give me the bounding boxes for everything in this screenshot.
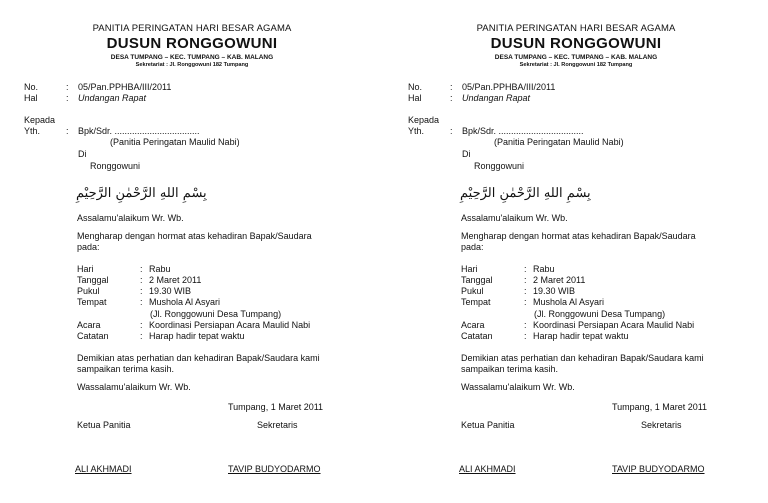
pukul-colon: : (524, 286, 527, 296)
kepada-label: Kepada (24, 115, 56, 125)
closing-line-2: sampaikan terima kasih. (461, 364, 559, 374)
no-label: No. (24, 82, 39, 92)
closing-line-1: Demikian atas perhatian dan kehadiran Bapak/Saudara kami (77, 353, 320, 363)
yth-colon: : (450, 126, 453, 136)
tanggal-colon: : (140, 275, 143, 285)
acara-colon: : (524, 320, 527, 330)
tanggal-label: Tanggal (77, 275, 109, 285)
letter-date: Tumpang, 1 Maret 2011 (612, 402, 708, 412)
no-colon: : (450, 82, 453, 92)
tanggal-label: Tanggal (461, 275, 493, 285)
acara-colon: : (140, 320, 143, 330)
recipient-role: (Panitia Peringatan Maulid Nabi) (110, 137, 240, 147)
acara-value: Koordinasi Persiapan Acara Maulid Nabi (533, 320, 695, 330)
greeting: Assalamu'alaikum Wr. Wb. (77, 213, 184, 223)
chair-title: Ketua Panitia (77, 420, 131, 430)
chair-title: Ketua Panitia (461, 420, 515, 430)
no-value: 05/Pan.PPHBA/III/2011 (78, 82, 172, 92)
yth-colon: : (66, 126, 69, 136)
acara-value: Koordinasi Persiapan Acara Maulid Nabi (149, 320, 311, 330)
no-colon: : (66, 82, 69, 92)
catatan-colon: : (140, 331, 143, 341)
di-label: Di (462, 149, 471, 159)
hal-colon: : (66, 93, 69, 103)
intro-line-2: pada: (461, 242, 484, 252)
acara-label: Acara (461, 320, 485, 330)
pukul-colon: : (140, 286, 143, 296)
hal-value: Undangan Rapat (462, 93, 531, 103)
hari-colon: : (140, 264, 143, 274)
letter-date: Tumpang, 1 Maret 2011 (228, 402, 324, 412)
tanggal-value: 2 Maret 2011 (533, 275, 586, 285)
recipient-place: Ronggowuni (474, 161, 525, 171)
tempat-colon: : (524, 297, 527, 307)
greeting: Assalamu'alaikum Wr. Wb. (461, 213, 568, 223)
hal-colon: : (450, 93, 453, 103)
no-label: No. (408, 82, 423, 92)
chair-name: ALI AKHMADI (75, 464, 132, 474)
yth-label: Yth. (24, 126, 41, 136)
catatan-label: Catatan (77, 331, 109, 341)
catatan-value: Harap hadir tepat waktu (149, 331, 245, 341)
tempat-colon: : (140, 297, 143, 307)
hari-label: Hari (77, 264, 94, 274)
hari-colon: : (524, 264, 527, 274)
closing-line-1: Demikian atas perhatian dan kehadiran Bapak/Saudara kami (461, 353, 704, 363)
intro-line-1: Mengharap dengan hormat atas kehadiran Bapak/Saudara (461, 231, 696, 241)
hari-value: Rabu (533, 264, 555, 274)
hal-value: Undangan Rapat (78, 93, 147, 103)
secretary-name: TAVIP BUDYODARMO (612, 464, 705, 474)
intro-line-1: Mengharap dengan hormat atas kehadiran Bapak/Saudara (77, 231, 312, 241)
acara-label: Acara (77, 320, 101, 330)
tempat-address: (Jl. Ronggowuni Desa Tumpang) (150, 309, 282, 319)
yth-label: Yth. (408, 126, 425, 136)
catatan-label: Catatan (461, 331, 493, 341)
farewell: Wassalamu'alaikum Wr. Wb. (77, 382, 191, 392)
pukul-label: Pukul (461, 286, 484, 296)
closing-line-2: sampaikan terima kasih. (77, 364, 175, 374)
intro-line-2: pada: (77, 242, 100, 252)
catatan-value: Harap hadir tepat waktu (533, 331, 629, 341)
tanggal-colon: : (524, 275, 527, 285)
secretary-title: Sekretaris (257, 420, 298, 430)
hal-label: Hal (24, 93, 38, 103)
catatan-colon: : (524, 331, 527, 341)
header-committee: PANITIA PERINGATAN HARI BESAR AGAMA (476, 23, 676, 34)
tempat-label: Tempat (77, 297, 107, 307)
hal-label: Hal (408, 93, 422, 103)
basmalah-calligraphy: بِسْمِ اللهِ الرَّحْمٰنِ الرَّحِيْمِ (76, 186, 207, 201)
tempat-address: (Jl. Ronggowuni Desa Tumpang) (534, 309, 666, 319)
tempat-label: Tempat (461, 297, 491, 307)
tempat-value: Mushola Al Asyari (149, 297, 221, 307)
basmalah-calligraphy: بِسْمِ اللهِ الرَّحْمٰنِ الرَّحِيْمِ (460, 186, 591, 201)
secretary-name: TAVIP BUDYODARMO (228, 464, 321, 474)
di-label: Di (78, 149, 87, 159)
pukul-value: 19.30 WIB (149, 286, 192, 296)
header-village: DUSUN RONGGOWUNI (106, 35, 278, 52)
secretary-title: Sekretaris (641, 420, 682, 430)
hari-value: Rabu (149, 264, 171, 274)
tempat-value: Mushola Al Asyari (533, 297, 605, 307)
hari-label: Hari (461, 264, 478, 274)
recipient-name: Bpk/Sdr. .................................. (78, 126, 200, 136)
pukul-value: 19.30 WIB (533, 286, 576, 296)
chair-name: ALI AKHMADI (459, 464, 516, 474)
kepada-label: Kepada (408, 115, 440, 125)
pukul-label: Pukul (77, 286, 100, 296)
tanggal-value: 2 Maret 2011 (149, 275, 202, 285)
header-address: DESA TUMPANG – KEC. TUMPANG – KAB. MALANG (110, 54, 274, 61)
header-address: DESA TUMPANG – KEC. TUMPANG – KAB. MALANG (494, 54, 658, 61)
header-secretariat: Sekretariat : Jl. Ronggowuni 182 Tumpang (519, 62, 633, 68)
recipient-name: Bpk/Sdr. .................................. (462, 126, 584, 136)
header-committee: PANITIA PERINGATAN HARI BESAR AGAMA (92, 23, 292, 34)
invitation-letter-right (384, 0, 768, 503)
header-secretariat: Sekretariat : Jl. Ronggowuni 182 Tumpang (135, 62, 249, 68)
recipient-place: Ronggowuni (90, 161, 141, 171)
farewell: Wassalamu'alaikum Wr. Wb. (461, 382, 575, 392)
header-village: DUSUN RONGGOWUNI (490, 35, 662, 52)
recipient-role: (Panitia Peringatan Maulid Nabi) (494, 137, 624, 147)
no-value: 05/Pan.PPHBA/III/2011 (462, 82, 556, 92)
